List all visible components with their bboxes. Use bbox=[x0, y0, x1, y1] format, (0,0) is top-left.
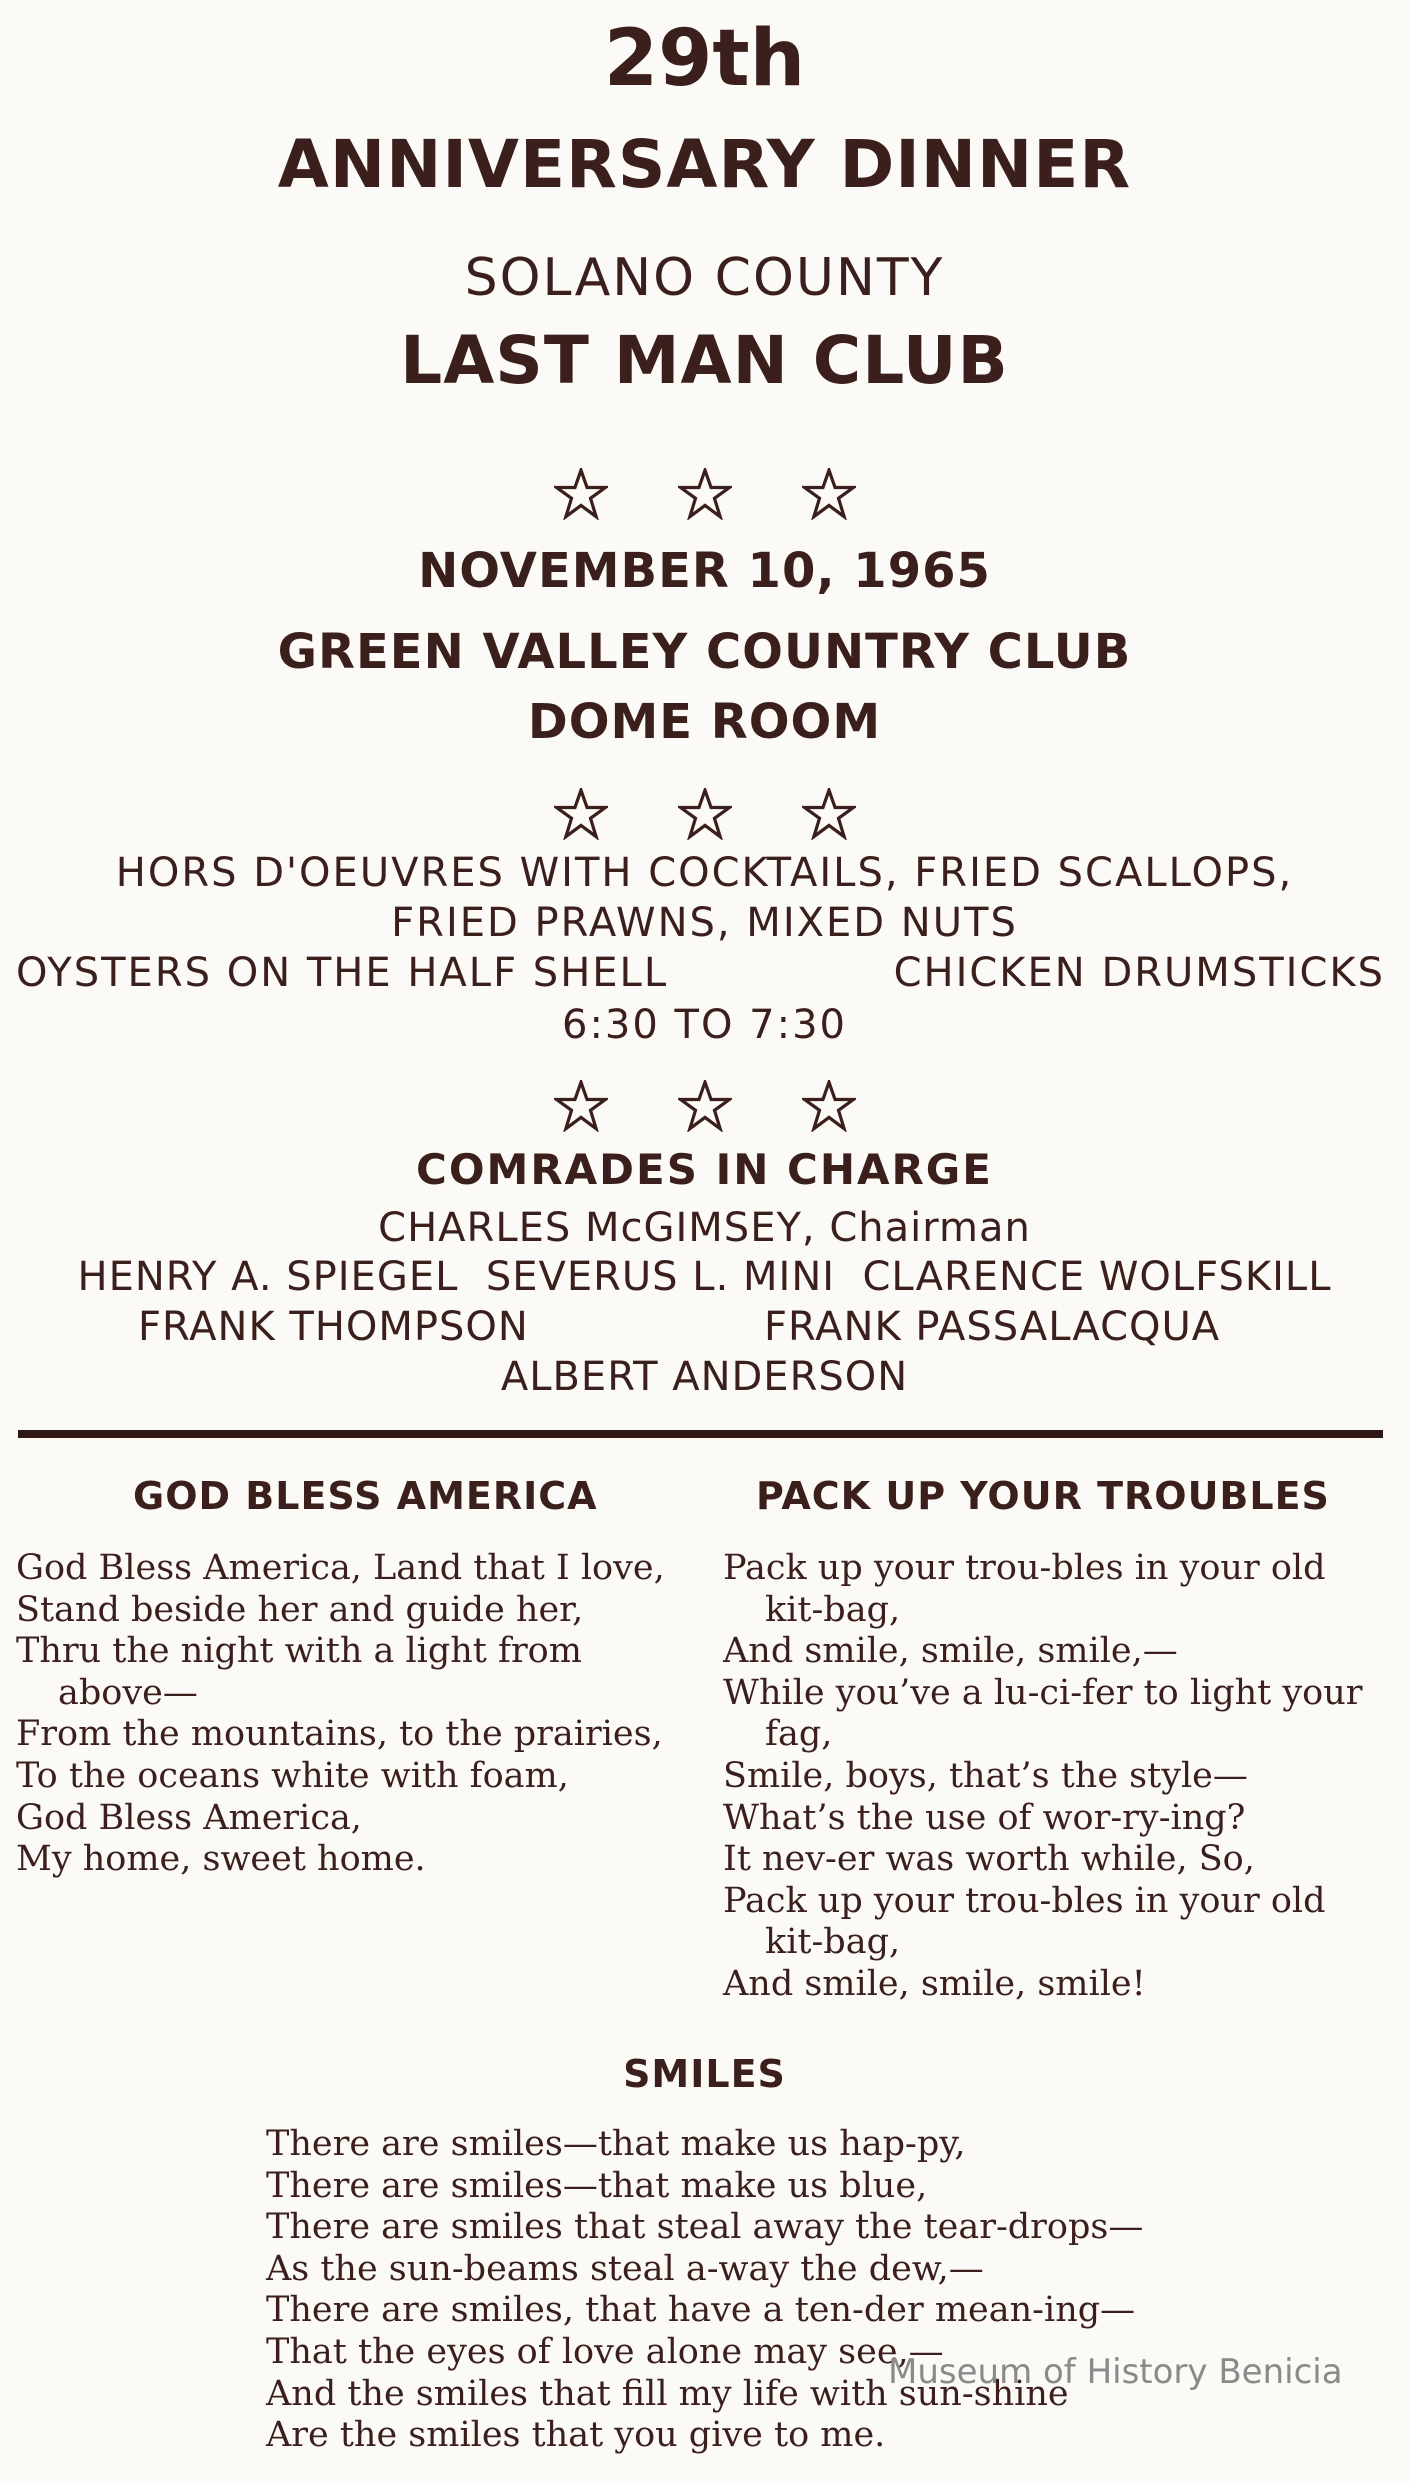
lyric-line: Pack up your trou-bles in your old bbox=[723, 1548, 1326, 1588]
lyrics-god-bless-america bbox=[16, 1548, 665, 1881]
lyric-line: above— bbox=[58, 1672, 198, 1713]
comrades-anderson: ALBERT ANDERSON bbox=[500, 1354, 909, 1400]
song-title-pack-up-your-troubles: PACK UP YOUR TROUBLES bbox=[756, 1474, 1330, 1518]
lyric-line: fag, bbox=[765, 1714, 833, 1755]
lyric-line: To the oceans white with foam, bbox=[16, 1755, 569, 1796]
divider-rule bbox=[18, 1430, 1383, 1438]
lyric-line: There are smiles that steal away the tear-drops— bbox=[266, 2207, 1144, 2248]
comrades-row-2: HENRY A. SPIEGEL SEVERUS L. MINI CLARENCE WOLFSKILL bbox=[77, 1254, 1332, 1300]
lyric-line: And smile, smile, smile! bbox=[723, 1963, 1146, 2004]
lyric-line: It nev-er was worth while, So, bbox=[723, 1839, 1255, 1880]
lyric-line: God Bless America, bbox=[16, 1797, 362, 1838]
star-divider bbox=[0, 788, 1409, 840]
event-room: DOME ROOM bbox=[527, 694, 882, 750]
star-icon bbox=[554, 1080, 608, 1132]
lyric-line: Thru the night with a light from bbox=[16, 1631, 582, 1672]
lyrics-pack-up-your-troubles bbox=[723, 1548, 1362, 2006]
comrades-chairman: CHARLES McGIMSEY, Chairman bbox=[378, 1205, 1031, 1251]
comrades-passalacqua: FRANK PASSALACQUA bbox=[764, 1304, 1221, 1350]
lyric-line: My home, sweet home. bbox=[16, 1839, 426, 1880]
song-title-smiles: SMILES bbox=[623, 2052, 786, 2096]
lyric-line: From the mountains, to the prairies, bbox=[16, 1714, 663, 1755]
star-icon bbox=[802, 468, 856, 520]
anniversary-number: 29th bbox=[603, 14, 806, 104]
lyric-line: There are smiles, that have a ten-der mean-ing— bbox=[266, 2290, 1136, 2331]
star-icon bbox=[678, 1080, 732, 1132]
star-icon bbox=[802, 1080, 856, 1132]
lyric-line: And the smiles that fill my life with sun-shine bbox=[266, 2373, 1069, 2414]
lyric-line: kit-bag, bbox=[765, 1922, 901, 1963]
star-icon bbox=[678, 788, 732, 840]
star-divider bbox=[0, 1080, 1409, 1132]
anniversary-title: ANNIVERSARY DINNER bbox=[277, 126, 1132, 203]
comrades-thompson: FRANK THOMPSON bbox=[138, 1304, 529, 1350]
event-venue: GREEN VALLEY COUNTRY CLUB bbox=[277, 624, 1132, 680]
lyric-line: kit-bag, bbox=[765, 1589, 901, 1630]
lyric-line: As the sun-beams steal a-way the dew,— bbox=[266, 2248, 984, 2289]
lyric-line: While you’ve a lu-ci-fer to light your bbox=[723, 1672, 1363, 1713]
lyric-line: Smile, boys, that’s the style— bbox=[723, 1755, 1248, 1796]
lyric-line: And smile, smile, smile,— bbox=[723, 1631, 1178, 1672]
lyric-line: There are smiles—that make us blue, bbox=[266, 2165, 928, 2206]
lyric-line: That the eyes of love alone may see,— bbox=[266, 2331, 944, 2372]
lyrics-smiles bbox=[266, 2124, 1143, 2457]
cocktail-time: 6:30 TO 7:30 bbox=[562, 1002, 847, 1048]
club-name: LAST MAN CLUB bbox=[400, 322, 1009, 399]
museum-watermark: Museum of History Benicia bbox=[888, 2352, 1343, 2392]
lyric-line: What’s the use of wor-ry-ing? bbox=[723, 1797, 1246, 1838]
county-name: SOLANO COUNTY bbox=[464, 248, 945, 308]
lyric-line: There are smiles—that make us hap-py, bbox=[266, 2124, 966, 2164]
menu-line-1: HORS D'OEUVRES WITH COCKTAILS, FRIED SCALLOPS, bbox=[115, 850, 1294, 896]
event-date: NOVEMBER 10, 1965 bbox=[418, 543, 991, 599]
lyric-line: Pack up your trou-bles in your old bbox=[723, 1880, 1326, 1921]
song-title-god-bless-america: GOD BLESS AMERICA bbox=[133, 1474, 598, 1518]
star-icon bbox=[802, 788, 856, 840]
star-icon bbox=[554, 468, 608, 520]
menu-oysters: OYSTERS ON THE HALF SHELL bbox=[16, 950, 669, 996]
star-divider bbox=[0, 468, 1409, 520]
star-icon bbox=[554, 788, 608, 840]
menu-line-2: FRIED PRAWNS, MIXED NUTS bbox=[391, 900, 1018, 946]
lyric-line: Stand beside her and guide her, bbox=[16, 1589, 584, 1630]
comrades-heading: COMRADES IN CHARGE bbox=[416, 1145, 993, 1194]
menu-drumsticks: CHICKEN DRUMSTICKS bbox=[893, 950, 1385, 996]
star-icon bbox=[678, 468, 732, 520]
lyric-line: God Bless America, Land that I love, bbox=[16, 1548, 665, 1588]
lyric-line: Are the smiles that you give to me. bbox=[266, 2415, 886, 2456]
